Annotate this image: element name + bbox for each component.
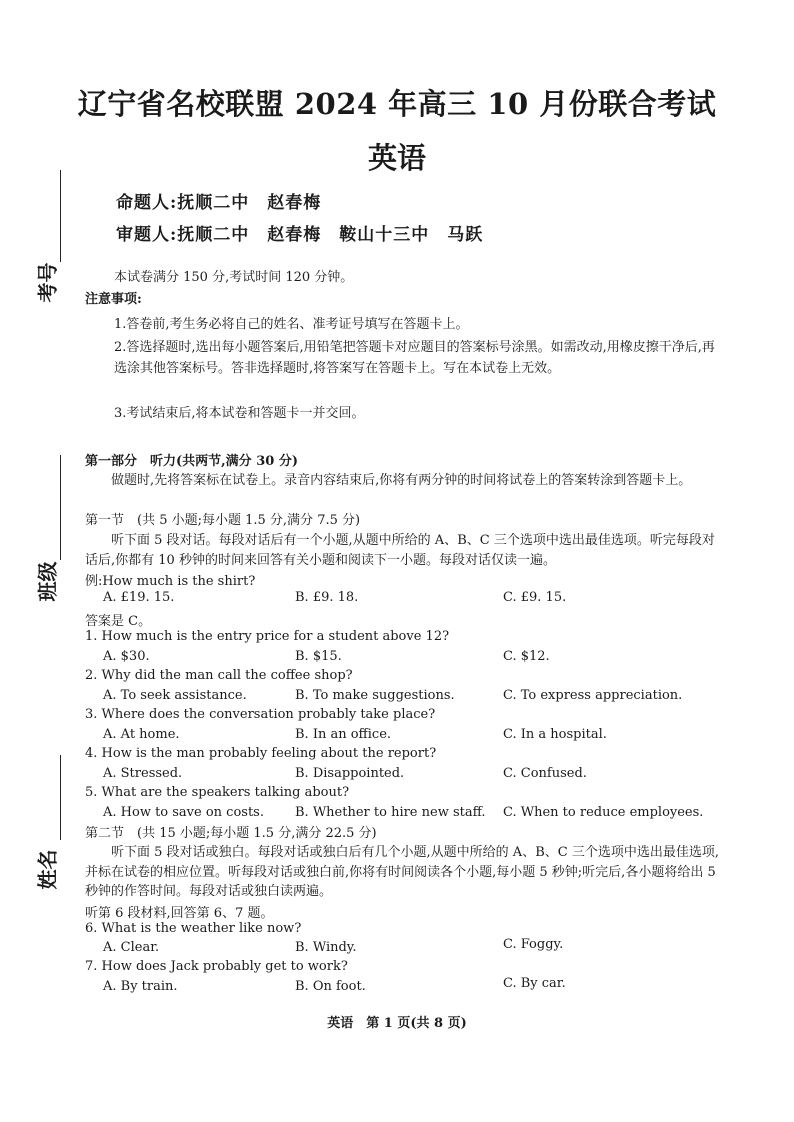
q4-option-b: B. Disappointed. [295,766,405,781]
q3-option-c: C. In a hospital. [503,727,607,742]
example-option-a: A. £19. 15. [103,590,175,605]
question-3: 3. Where does the conversation probably take place? [85,707,436,722]
section1-heading: 第一节 (共 5 小题;每小题 1.5 分,满分 7.5 分) [85,513,361,528]
class-label: 班级 [35,561,60,602]
q1-option-a: A. $30. [103,649,150,664]
q5-option-c: C. When to reduce employees. [503,805,704,820]
q7-option-c: C. By car. [503,976,566,991]
q3-option-b: B. In an office. [295,727,392,742]
exam-number-line [60,170,61,262]
exam-number-label: 考号 [35,262,60,303]
score-note: 本试卷满分 150 分,考试时间 120 分钟。 [114,270,354,285]
question-1: 1. How much is the entry price for a student above 12? [85,629,450,644]
example-option-c: C. £9. 15. [503,590,567,605]
q6-option-b: B. Windy. [295,940,357,955]
q3-option-a: A. At home. [103,727,180,742]
q2-option-c: C. To express appreciation. [503,688,683,703]
q2-option-b: B. To make suggestions. [295,688,455,703]
q6-option-a: A. Clear. [103,940,160,955]
part1-instruction: 做题时,先将答案标在试卷上。录音内容结束后,你将有两分钟的时间将试卷上的答案转涂到答题卡上。 [111,473,692,488]
q2-option-a: A. To seek assistance. [103,688,247,703]
notice-title: 注意事项: [85,292,142,307]
q5-option-a: A. How to save on costs. [103,805,264,820]
section2-heading: 第二节 (共 15 小题;每小题 1.5 分,满分 22.5 分) [85,826,377,841]
part1-heading: 第一部分 听力(共两节,满分 30 分) [85,454,298,469]
section2-instruction: 听下面 5 段对话或独白。每段对话或独白后有几个小题,从题中所给的 A、B、C 三个选项中选出最佳选项,并标在试卷的相应位置。听每段对话或独白前,你将有时间阅读各个小题,每小题 5 秒钟;听完后,各小题将给出 5 秒钟的作答时间。每段对话或独白读两遍。 [85,845,719,899]
q4-option-a: A. Stressed. [103,766,183,781]
question-6: 6. What is the weather like now? [85,921,302,936]
q6-option-c: C. Foggy. [503,937,564,952]
q5-option-b: B. Whether to hire new staff. [295,805,486,820]
subject-title: 英语 [367,141,426,175]
q1-option-c: C. $12. [503,649,550,664]
page-footer: 英语 第 1 页(共 8 页) [327,1016,467,1031]
question-2: 2. Why did the man call the coffee shop? [85,668,353,683]
q7-option-b: B. On foot. [295,979,366,994]
name-line [60,755,61,840]
example-question: 例:How much is the shirt? [85,574,256,589]
author-line: 命题人:抚顺二中 赵春梅 [116,193,322,213]
question-5: 5. What are the speakers talking about? [85,785,350,800]
question-7: 7. How does Jack probably get to work? [85,959,348,974]
q1-option-b: B. $15. [295,649,342,664]
notice-1: 1.答卷前,考生务必将自己的姓名、准考证号填写在答题卡上。 [114,317,469,332]
notice-3: 3.考试结束后,将本试卷和答题卡一并交回。 [114,406,365,421]
material-6-note: 听第 6 段材料,回答第 6、7 题。 [85,906,274,921]
reviewer-line: 审题人:抚顺二中 赵春梅 鞍山十三中 马跃 [116,225,484,245]
notice-2: 2.答选择题时,选出每小题答案后,用铅笔把答题卡对应题目的答案标号涂黑。如需改动,用橡皮擦干净后,再选涂其他答案标号。答非选择题时,将答案写在答题卡上。写在本试卷上无效。 [114,340,715,376]
q4-option-c: C. Confused. [503,766,587,781]
exam-title: 辽宁省名校联盟 2024 年高三 10 月份联合考试 [77,87,717,121]
question-4: 4. How is the man probably feeling about the report? [85,746,437,761]
q7-option-a: A. By train. [103,979,178,994]
example-answer: 答案是 C。 [85,614,152,629]
section1-instruction: 听下面 5 段对话。每段对话后有一个小题,从题中所给的 A、B、C 三个选项中选出最佳选项。听完每段对话后,你都有 10 秒钟的时间来回答有关小题和阅读下一小题。每段对话仅读一遍。 [85,533,715,568]
name-label: 姓名 [35,849,60,890]
class-line [60,455,61,560]
example-option-b: B. £9. 18. [295,590,359,605]
